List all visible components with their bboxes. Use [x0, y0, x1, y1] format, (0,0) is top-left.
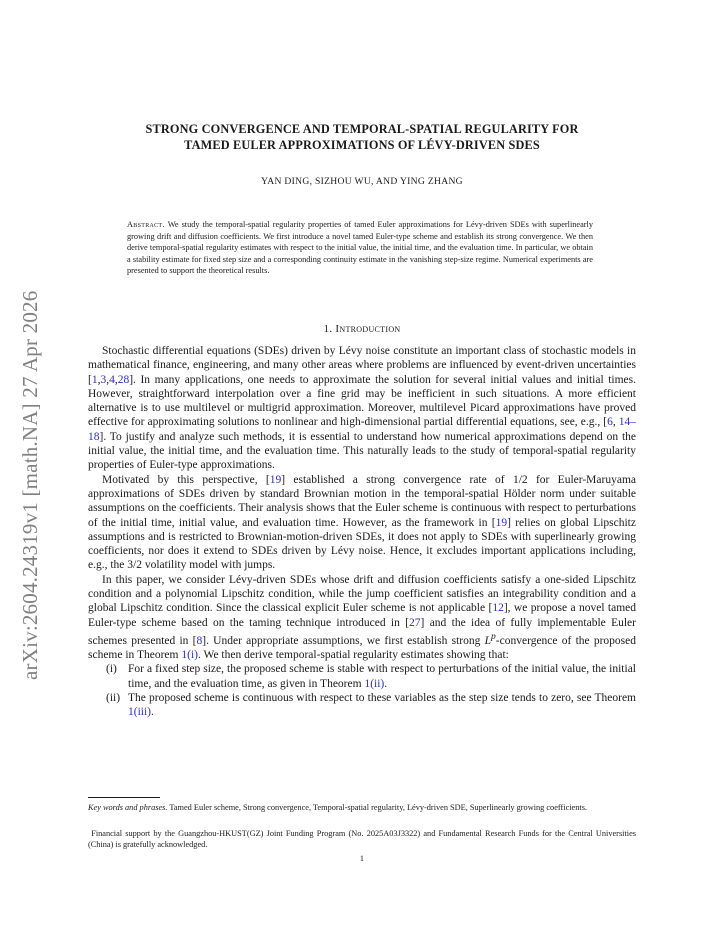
list-item-end: .: [384, 677, 388, 690]
p1-sep: ,: [97, 373, 101, 386]
lp-exponent: p: [491, 630, 496, 642]
list-item-end: .: [151, 706, 154, 719]
page-number: 1: [359, 854, 365, 863]
list-item-label: (ii): [106, 691, 121, 704]
list-item: [88, 691, 636, 720]
section-heading-text: 1. Introduction: [323, 323, 401, 335]
citation-link[interactable]: 6: [607, 416, 613, 429]
title-line-2: TAMED EULER APPROXIMATIONS OF LÉVY-DRIVEN SDES: [184, 138, 540, 152]
theorem-ref-link[interactable]: 1(i): [181, 649, 198, 662]
paragraph-1: [88, 344, 636, 473]
footnote-funding: [88, 828, 636, 850]
paragraph-2: [88, 473, 636, 573]
p3-text-e: -convergence of the proposed scheme in Theorem: [88, 634, 637, 662]
p2-text-a: Motivated by this perspective, [: [102, 473, 270, 486]
abstract-text: We study the temporal-spatial regularity properties of tamed Euler approximations for Lévy-driven SDEs with superlinearly growing drift and diffusion coefficients. We first introduce a novel tamed Euler-type scheme and establish its strong convergence. We then derive temporal-spatial regularity estimates with respect to the initial value, the initial time, and the evaluation time. In particular, we obtain a stability estimate for fixed step size and a corresponding continuity estimate in the vanishing step-size regime. Numerical experiments are presented to support the theoretical results.: [127, 220, 593, 276]
citation-link[interactable]: 27: [409, 616, 421, 629]
funding-text: Financial support by the Guangzhou-HKUST(GZ) Joint Funding Program (No. 2025A03J3322) and Fundamental Research Funds for the Central Universities (China) is gratefully acknowledged.: [88, 829, 636, 849]
p3-text-c: ] and the idea of fully implementable Euler schemes presented in [: [88, 616, 636, 647]
keywords-text: Tamed Euler scheme, Strong convergence, Temporal-spatial regularity, Lévy-driven SDE, Superlinearly growing coefficients.: [169, 803, 587, 812]
authors: YAN DING, SIZHOU WU, AND YING ZHANG: [261, 176, 463, 187]
result-list: [88, 662, 636, 719]
p1-text-c: ]. To justify and analyze such methods, it is essential to understand how numerical approximations depend on the initial value, the initial time, and the evaluation time. This naturally leads to the study of temporal-spatial regularity properties of Euler-type approximations.: [88, 430, 636, 472]
p2-text-c: ] relies on global Lipschitz assumptions and is restricted to Brownian-motion-driven SDEs, it does not apply to SDEs with superlinearly growing coefficients, nor does it extend to SDEs driven by Lévy noise. Hence, it excludes important applications including, e.g., the 3/2 volatility model with jumps.: [88, 516, 636, 572]
footnote-keywords: [88, 802, 636, 813]
list-item-text: For a fixed step size, the proposed scheme is stable with respect to perturbations of the initial value, the initial time, and the evaluation time, as given in Theorem: [128, 663, 636, 690]
theorem-ref-link[interactable]: 1(iii): [128, 706, 151, 719]
lp-symbol: L: [484, 634, 491, 647]
introduction-body: [88, 344, 636, 720]
title-line-1: STRONG CONVERGENCE AND TEMPORAL-SPATIAL REGULARITY FOR: [145, 122, 579, 136]
footnote-rule: [88, 797, 160, 798]
citation-link[interactable]: 8: [196, 634, 203, 647]
citation-link[interactable]: 19: [269, 473, 282, 486]
abstract: [127, 219, 593, 277]
citation-link[interactable]: 19: [495, 516, 508, 529]
citation-link[interactable]: 28: [117, 373, 130, 386]
list-item-label: (i): [106, 663, 117, 676]
list-item: [88, 662, 636, 691]
p3-text-f: . We then derive temporal-spatial regularity estimates showing that:: [197, 649, 509, 662]
p3-text-d: ]. Under appropriate assumptions, we first establish strong: [202, 634, 485, 647]
p1-sep: ,: [114, 373, 118, 386]
p1-sep: ,: [106, 373, 110, 386]
list-item-text: The proposed scheme is continuous with respect to these variables as the step size tends to zero, see Theorem: [128, 691, 636, 704]
theorem-ref-link[interactable]: 1(ii): [364, 677, 385, 690]
citation-link[interactable]: 3: [100, 373, 107, 386]
p3-text-b: ], we propose a novel tamed Euler-type scheme based on the taming technique introduced in [: [88, 602, 636, 629]
citation-link[interactable]: 1: [91, 373, 98, 386]
p3-text-a: In this paper, we consider Lévy-driven SDEs whose drift and diffusion coefficients satisfy a one-sided Lipschitz condition and a polynomial Lipschitz condition, while the jump coefficient satisfies an integrability condition and a global Lipschitz condition. Since the classical explicit Euler scheme is not applicable [: [88, 573, 636, 615]
citation-link[interactable]: 4: [109, 373, 115, 386]
p2-text-b: ] established a strong convergence rate of 1/2 for Euler-Maruyama approximations of SDEs driven by standard Brownian motion in the temporal-spatial Hölder norm under suitable assumptions on the coefficients. Their analysis shows that the Euler scheme is continuous with respect to perturbations of the initial time, initial value, and evaluation time. However, as the framework in [: [88, 473, 636, 529]
p1-text-a: Stochastic differential equations (SDEs) driven by Lévy noise constitute an important class of stochastic models in mathematical finance, engineering, and many other areas where problems are influenced by event-driven uncertainties [: [88, 345, 636, 386]
keywords-label: Key words and phrases.: [88, 803, 168, 812]
paper-title: [88, 121, 636, 153]
citation-link[interactable]: 12: [492, 602, 504, 615]
p1-text-b: ]. In many applications, one needs to approximate the solution for several initial values and initial times. However, straightforward interpolation over a fine grid may be inefficient in such situations. A more efficient alternative is to use multilevel or multigrid approximation. Moreover, multilevel Picard approximations have proved effective for approximating solutions to nonlinear and high-dimensional partial differential equations, see, e.g., [: [88, 373, 636, 429]
p1-sep: ,: [612, 416, 619, 429]
citation-link[interactable]: 14–18: [88, 416, 636, 443]
abstract-label: Abstract.: [127, 220, 165, 229]
section-heading-introduction: [88, 323, 636, 335]
paragraph-3: [88, 573, 636, 663]
arxiv-identifier: arXiv:2604.24319v1 [math.NA] 27 Apr 2026: [18, 290, 42, 680]
